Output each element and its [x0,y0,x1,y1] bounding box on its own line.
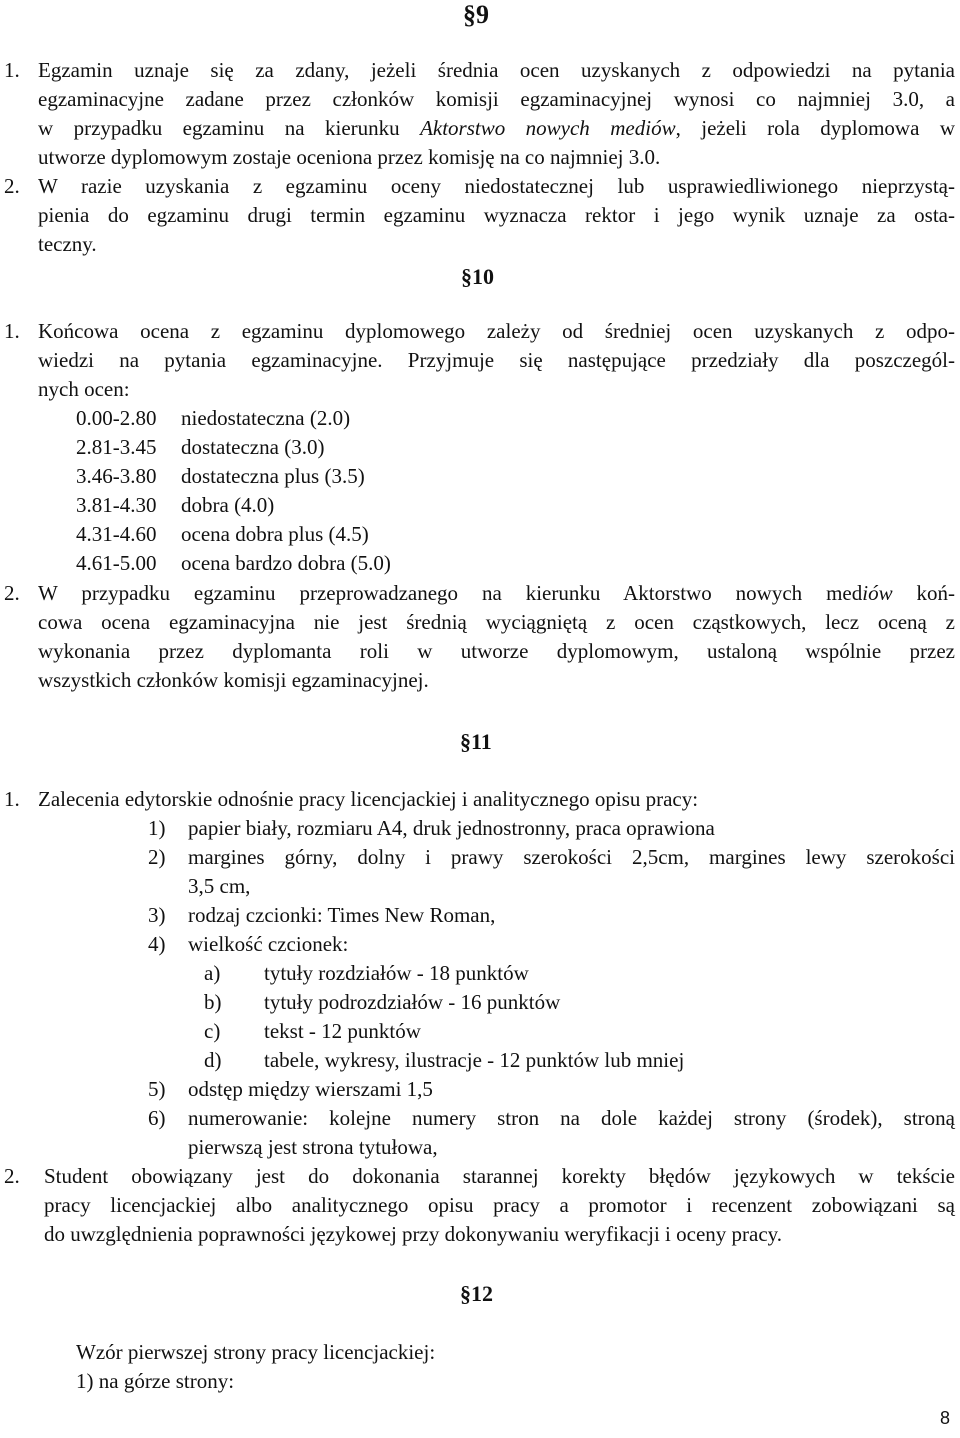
sublist-item-num: a) [204,961,221,985]
s10-p1-line1: Końcowa ocena z egzaminu dyplomowego zależy od średniej ocen uzyskanych z odpo- [38,319,955,343]
grade-label: ocena dobra plus (4.5) [181,522,369,546]
s9-p2-line1: W razie uzyskania z egzaminu oceny niedostatecznej lub usprawiedliwionego nieprzystą- [38,174,955,198]
list-item-num: 2) [148,845,166,869]
s9-p1-line3-post: , jeżeli rola dyplomowa w [675,116,955,140]
s9-p1-line2: egzaminacyjne zadane przez członków komisji egzaminacyjnej wynosi co najmniej 3.0, a [38,87,955,111]
s12-line1: Wzór pierwszej strony pracy licencjackiej: [76,1340,436,1364]
list-item-text-cont: 3,5 cm, [188,874,251,898]
grade-range: 0.00-2.80 [76,406,157,430]
section-title-12: §12 [460,1281,493,1306]
list-item-num: 4) [148,932,166,956]
s9-p2-line2: pienia do egzaminu drugi termin egzaminu wyznacza rektor i jego wynik uznaje za osta- [38,203,955,227]
s11-p1-text: Zalecenia edytorskie odnośnie pracy licencjackiej i analitycznego opisu pracy: [38,787,699,811]
s9-p2-num: 2. [4,174,20,198]
grade-label: dobra (4.0) [181,493,275,517]
section-title-9: §9 [463,0,489,29]
list-item-text: wielkość czcionek: [188,932,349,956]
list-item-num: 5) [148,1077,166,1101]
s11-p1-num: 1. [4,787,20,811]
s12-line2: 1) na górze strony: [76,1369,235,1393]
s9-p1-num: 1. [4,58,20,82]
list-item-text: odstęp między wierszami 1,5 [188,1077,433,1101]
grade-label: niedostateczna (2.0) [181,406,351,430]
list-item-num: 6) [148,1106,166,1130]
s10-p1-line3: nych ocen: [38,377,130,401]
list-item-num: 3) [148,903,166,927]
list-item-text: papier biały, rozmiaru A4, druk jednostronny, praca oprawiona [188,816,715,840]
grade-label: dostateczna (3.0) [181,435,325,459]
grade-range: 4.61-5.00 [76,551,157,575]
list-item-num: 1) [148,816,166,840]
s11-p2-num: 2. [4,1164,20,1188]
s10-p2-line1-post: koń- [892,581,956,605]
sublist-item-num: d) [204,1048,222,1072]
s10-p2-line2: cowa ocena egzaminacyjna nie jest średnią wyciągniętą z ocen cząstkowych, lecz oceną z [38,610,955,634]
list-item-text: margines górny, dolny i prawy szerokości 2,5cm, margines lewy szerokości [188,845,955,869]
grade-label: ocena bardzo dobra (5.0) [181,551,391,575]
s10-p2-line1-pre: W przypadku egzaminu przeprowadzanego na kierunku Aktorstwo nowych med [38,581,863,605]
s10-p2-line1-italic: iów [862,581,893,605]
sublist-item-text: tekst - 12 punktów [264,1019,421,1043]
s10-p2-num: 2. [4,581,20,605]
s10-p2-line4: wszystkich członków komisji egzaminacyjnej. [38,668,429,692]
sublist-item-text: tytuły podrozdziałów - 16 punktów [264,990,561,1014]
section-title-11: §11 [460,729,492,754]
sublist-item-text: tytuły rozdziałów - 18 punktów [264,961,529,985]
s10-p1-num: 1. [4,319,20,343]
s9-p1-line3 [38,114,955,143]
grade-label: dostateczna plus (3.5) [181,464,365,488]
grade-range: 3.81-4.30 [76,493,157,517]
page-number: 8 [940,1408,951,1428]
sublist-item-num: b) [204,990,222,1014]
list-item-text: rodzaj czcionki: Times New Roman, [188,903,496,927]
s9-p2-line3: teczny. [38,232,97,256]
s9-p1-line3-italic: Aktorstwo nowych mediów [420,116,676,140]
s10-p2-line1 [38,579,955,608]
sublist-item-text: tabele, wykresy, ilustracje - 12 punktów lub mniej [264,1048,685,1072]
list-item-text-cont: pierwszą jest strona tytułowa, [188,1135,438,1159]
sublist-item-num: c) [204,1019,221,1043]
s10-p1-line2: wiedzi na pytania egzaminacyjne. Przyjmuje się następujące przedziały dla poszczegól- [38,348,955,372]
s11-p2-line2: pracy licencjackiej albo analitycznego opisu pracy a promotor i recenzent zobowiązani są [44,1193,955,1217]
s9-p1-line1: Egzamin uznaje się za zdany, jeżeli średnia ocen uzyskanych z odpowiedzi na pytania [38,58,955,82]
grade-range: 4.31-4.60 [76,522,157,546]
s11-p2-line1: Student obowiązany jest do dokonania starannej korekty błędów językowych w tekście [44,1164,955,1188]
s11-p2-line3: do uwzględnienia poprawności językowej przy dokonywaniu weryfikacji i oceny pracy. [44,1222,783,1246]
s9-p1-line3-pre: w przypadku egzaminu na kierunku [38,116,421,140]
s9-p1-line4: utworze dyplomowym zostaje oceniona przez komisję na co najmniej 3.0. [38,145,661,169]
s10-p2-line3: wykonania przez dyplomanta roli w utworze dyplomowym, ustaloną wspólnie przez [38,639,955,663]
list-item-text: numerowanie: kolejne numery stron na dole każdej strony (środek), stroną [188,1106,955,1130]
section-title-10: §10 [461,264,494,289]
grade-range: 3.46-3.80 [76,464,157,488]
grade-range: 2.81-3.45 [76,435,157,459]
